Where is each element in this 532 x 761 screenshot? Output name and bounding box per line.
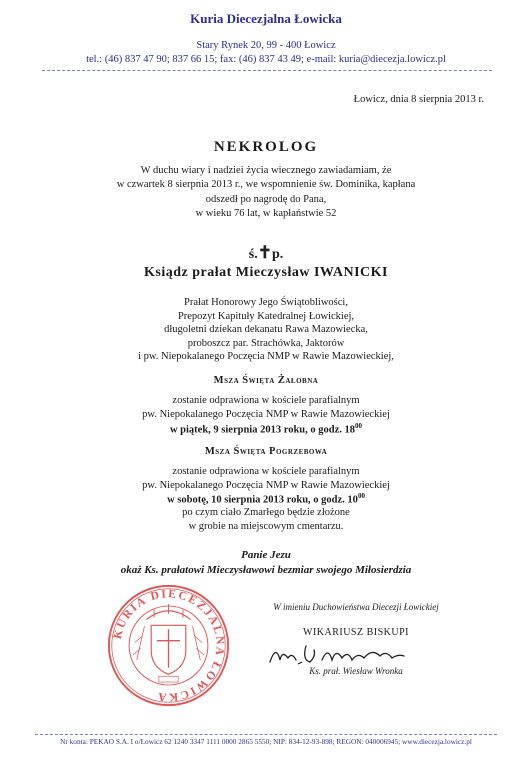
intro-line: W duchu wiary i nadziei życia wiecznego zawiadamiam, że	[140, 165, 392, 176]
document-heading: NEKROLOG	[213, 139, 319, 155]
mass1-heading: Msza Święta Żałobna	[213, 375, 319, 386]
mass1-line: zostanie odprawiona w kościele parafialnym	[172, 395, 360, 406]
handwritten-signature	[262, 636, 412, 670]
mass2-heading: Msza Święta Pogrzebowa	[204, 446, 328, 457]
title-line: i pw. Niepokalanego Poczęcia NMP w Rawie Mazowieckiej,	[138, 351, 394, 363]
deceased-titles	[0, 296, 532, 364]
mass2-details	[0, 465, 532, 492]
cross-icon: ✝	[257, 243, 272, 262]
announcement-intro	[0, 164, 532, 221]
mass1-details	[0, 394, 532, 421]
document-date: Łowicz, dnia 8 sierpnia 2013 r.	[353, 94, 484, 105]
mass1-date	[0, 422, 532, 436]
letterhead-title: Kuria Diecezjalna Łowicka	[190, 11, 342, 26]
mass2-date	[0, 492, 532, 506]
footer-bank-info: Nr konta: PEKAO S.A. I o/Łowicz 62 1240 3347 1111 0000 2865 5550; NIP: 834-12-93-898; REGON: 040006945; www.diecezja.lowicz.pl	[60, 737, 472, 746]
prayer-line: okaż Ks. prałatowi Mieczysławowi bezmiar swojego Miłosierdzia	[120, 563, 412, 576]
mass2-line: pw. Niepokalanego Poczęcia NMP w Rawie Mazowieckiej	[142, 479, 390, 491]
sp-suffix: p.	[271, 247, 284, 262]
mass2-date-text: w sobotę, 10 sierpnia 2013 roku, o godz. 10	[167, 494, 358, 506]
footer-divider	[35, 734, 497, 735]
intro-line: odszedł po nagrodę do Pana,	[205, 193, 327, 205]
signature-title: WIKARIUSZ BISKUPI	[303, 627, 409, 638]
title-line: długoletni dziekan dekanatu Rawa Mazowiecka,	[164, 324, 368, 336]
title-line: Prepozyt Kapituły Katedralnej Łowickiej,	[177, 310, 355, 322]
deceased-name: Ksiądz prałat Mieczysław IWANICKI	[144, 265, 388, 280]
signature-on-behalf: W imieniu Duchowieństwa Diecezji Łowickiej	[273, 602, 439, 612]
mass1-time-sup: 00	[355, 422, 363, 430]
sp-prefix: ś.	[248, 247, 258, 262]
signature-name: Ks. prał. Wiesław Wronka	[309, 666, 403, 676]
intro-line: w wieku 76 lat, w kapłaństwie 52	[195, 207, 337, 219]
burial-line: po czym ciało Zmarłego będzie złożone	[182, 507, 350, 518]
mass2-line: zostanie odprawiona w kościele parafialnym	[172, 466, 360, 477]
burial-line: w grobie na miejscowym cmentarzu.	[188, 520, 344, 532]
closing-prayer	[0, 548, 532, 577]
mass1-line: pw. Niepokalanego Poczęcia NMP w Rawie Mazowieckiej	[142, 408, 390, 420]
intro-line: w czwartek 8 sierpnia 2013 r., we wspomnienie św. Dominika, kapłana	[116, 179, 416, 191]
curia-seal-stamp	[106, 583, 231, 708]
memorial-mark	[0, 243, 532, 263]
header-divider	[42, 70, 492, 71]
mass2-burial	[0, 506, 532, 533]
prayer-line: Panie Jezu	[241, 549, 291, 561]
mass2-time-sup: 00	[357, 492, 365, 500]
letterhead-contact: tel.: (46) 837 47 90; 837 66 15; fax: (46) 837 43 49; e-mail: kuria@diecezja.lowicz.pl	[86, 54, 446, 65]
svg-text:KURIA DIECEZJALNA ŁOWICKA: KURIA DIECEZJALNA ŁOWICKA	[111, 588, 226, 703]
mass1-date-text: w piątek, 9 sierpnia 2013 roku, o godz. 18	[169, 424, 356, 436]
title-line: Prałat Honorowy Jego Świątobliwości,	[184, 297, 348, 308]
letterhead-address: Stary Rynek 20, 99 - 400 Łowicz	[196, 40, 336, 51]
title-line: proboszcz par. Strachówka, Jaktorów	[187, 337, 345, 349]
